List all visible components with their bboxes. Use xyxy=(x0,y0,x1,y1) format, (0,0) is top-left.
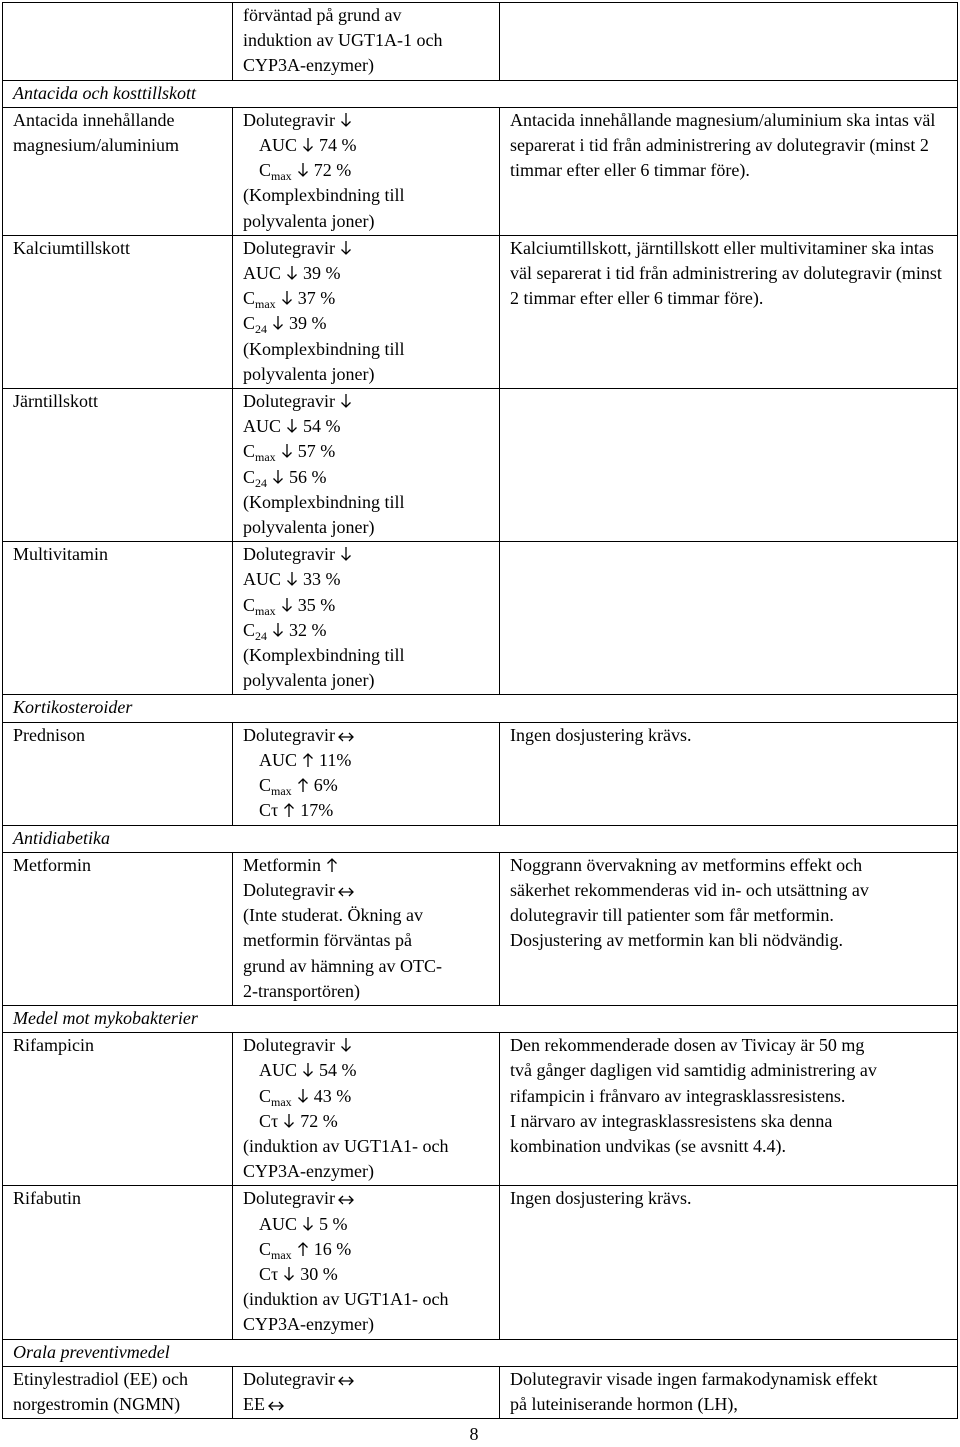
arrow-down-icon xyxy=(338,240,354,256)
arrow-both-icon xyxy=(338,886,354,898)
table-row-prednison xyxy=(3,722,958,825)
recommendation-cell: Noggrann övervakning av metformins effekt och säkerhet rekommenderas vid in- och utsättning av dolutegravir till patienter som får metformin. Dosjustering av metformin kan bli nödvändig. xyxy=(500,852,958,1005)
drug-cell: Rifampicin xyxy=(3,1033,233,1186)
effect-cell: Dolutegravir AUC 39 % $C_{max}$ 37 % $C_{24}$ 39 % (Komplexbindning till polyvalenta joner) xyxy=(233,235,500,388)
arrow-down-icon xyxy=(284,265,300,281)
arrow-down-icon xyxy=(284,418,300,434)
category-row xyxy=(3,1339,958,1366)
arrow-up-icon xyxy=(324,857,340,873)
category-label: Antacida och kosttillskott xyxy=(3,80,958,107)
arrow-down-icon xyxy=(338,546,354,562)
drug-cell: Metformin xyxy=(3,852,233,1005)
drug-cell: Etinylestradiol (EE) och norgestromin (NGMN) xyxy=(3,1366,233,1418)
effect-cell: Dolutegravir AUC 74 % $C_{max}$ 72 % (Komplexbindning till polyvalenta joner) xyxy=(233,107,500,235)
category-label: Orala preventivmedel xyxy=(3,1339,958,1366)
arrow-both-icon xyxy=(338,1194,354,1206)
drug-cell: Järntillskott xyxy=(3,389,233,542)
arrow-both-icon xyxy=(338,1375,354,1387)
recommendation-cell xyxy=(500,542,958,695)
drug-cell: Prednison xyxy=(3,722,233,825)
arrow-down-icon xyxy=(338,1037,354,1053)
table-row-multivitamin xyxy=(3,542,958,695)
arrow-down-icon xyxy=(300,137,316,153)
arrow-up-icon xyxy=(295,777,311,793)
effect-cell: Dolutegravir AUC 54 % $C_{max}$ 43 % Cτ 72 % (induktion av UGT1A1- och CYP3A-enzymer) xyxy=(233,1033,500,1186)
arrow-up-icon xyxy=(281,802,297,818)
recommendation-cell: Den rekommenderade dosen av Tivicay är 50 mg två gånger dagligen vid samtidig administrering av rifampicin i frånvaro av integrasklassresistens. I närvaro av integrasklassresistens ska denna kombination undvikas (se avsnitt 4.4). xyxy=(500,1033,958,1186)
recommendation-cell: Kalciumtillskott, järntillskott eller multivitaminer ska intas väl separerat i tid från administrering av dolutegravir (minst 2 timmar efter eller 6 timmar före). xyxy=(500,235,958,388)
recommendation-cell xyxy=(500,389,958,542)
interaction-table xyxy=(2,2,958,1419)
table-row-continuation xyxy=(3,3,958,81)
effect-cell: Dolutegravir AUC 11% $C_{max}$ 6% Cτ 17% xyxy=(233,722,500,825)
arrow-both-icon xyxy=(268,1400,284,1412)
category-label: Antidiabetika xyxy=(3,825,958,852)
arrow-down-icon xyxy=(338,393,354,409)
table-row-rifampicin xyxy=(3,1033,958,1186)
arrow-down-icon xyxy=(270,622,286,638)
arrow-up-icon xyxy=(295,1241,311,1257)
effect-cell: Dolutegravir AUC 5 % $C_{max}$ 16 % Cτ 30 % (induktion av UGT1A1- och CYP3A-enzymer) xyxy=(233,1186,500,1339)
arrow-down-icon xyxy=(300,1062,316,1078)
recommendation-cell: Ingen dosjustering krävs. xyxy=(500,722,958,825)
recommendation-cell: Ingen dosjustering krävs. xyxy=(500,1186,958,1339)
recommendation-cell: Antacida innehållande magnesium/aluminium ska intas väl separerat i tid från administrering av dolutegravir (minst 2 timmar efter eller 6 timmar före). xyxy=(500,107,958,235)
table-row-rifabutin xyxy=(3,1186,958,1339)
arrow-down-icon xyxy=(295,162,311,178)
category-label: Medel mot mykobakterier xyxy=(3,1005,958,1032)
category-row xyxy=(3,80,958,107)
arrow-down-icon xyxy=(281,1113,297,1129)
arrow-up-icon xyxy=(300,752,316,768)
category-row xyxy=(3,825,958,852)
effect-cell: Dolutegravir AUC 33 % $C_{max}$ 35 % $C_{24}$ 32 % (Komplexbindning till polyvalenta joner) xyxy=(233,542,500,695)
drug-cell: Rifabutin xyxy=(3,1186,233,1339)
drug-cell: Kalciumtillskott xyxy=(3,235,233,388)
table-row-etinylestradiol xyxy=(3,1366,958,1418)
category-row xyxy=(3,695,958,722)
category-label: Kortikosteroider xyxy=(3,695,958,722)
arrow-down-icon xyxy=(270,315,286,331)
drug-cell: Antacida innehållande magnesium/aluminium xyxy=(3,107,233,235)
arrow-down-icon xyxy=(295,1088,311,1104)
arrow-down-icon xyxy=(284,571,300,587)
effect-cell: Dolutegravir AUC 54 % $C_{max}$ 57 % $C_{24}$ 56 % (Komplexbindning till polyvalenta joner) xyxy=(233,389,500,542)
category-row xyxy=(3,1005,958,1032)
table-row-metformin xyxy=(3,852,958,1005)
page-number: 8 xyxy=(469,1424,479,1444)
recommendation-cell xyxy=(500,3,958,81)
arrow-both-icon xyxy=(338,731,354,743)
arrow-down-icon xyxy=(300,1216,316,1232)
effect-cell: Metformin Dolutegravir (Inte studerat. Ökning av metformin förväntas på grund av hämning av OTC- 2-transportören) xyxy=(233,852,500,1005)
recommendation-cell: Dolutegravir visade ingen farmakodynamisk effekt på luteiniserande hormon (LH), xyxy=(500,1366,958,1418)
effect-cell: förväntad på grund av induktion av UGT1A-1 och CYP3A-enzymer) xyxy=(233,3,500,81)
table-row-jarntillskott xyxy=(3,389,958,542)
drug-cell xyxy=(3,3,233,81)
arrow-down-icon xyxy=(338,112,354,128)
table-row-kalciumtillskott xyxy=(3,235,958,388)
drug-cell: Multivitamin xyxy=(3,542,233,695)
arrow-down-icon xyxy=(279,443,295,459)
arrow-down-icon xyxy=(279,597,295,613)
arrow-down-icon xyxy=(279,290,295,306)
table-row-antacida xyxy=(3,107,958,235)
arrow-down-icon xyxy=(281,1266,297,1282)
arrow-down-icon xyxy=(270,469,286,485)
effect-cell: Dolutegravir EE xyxy=(233,1366,500,1418)
